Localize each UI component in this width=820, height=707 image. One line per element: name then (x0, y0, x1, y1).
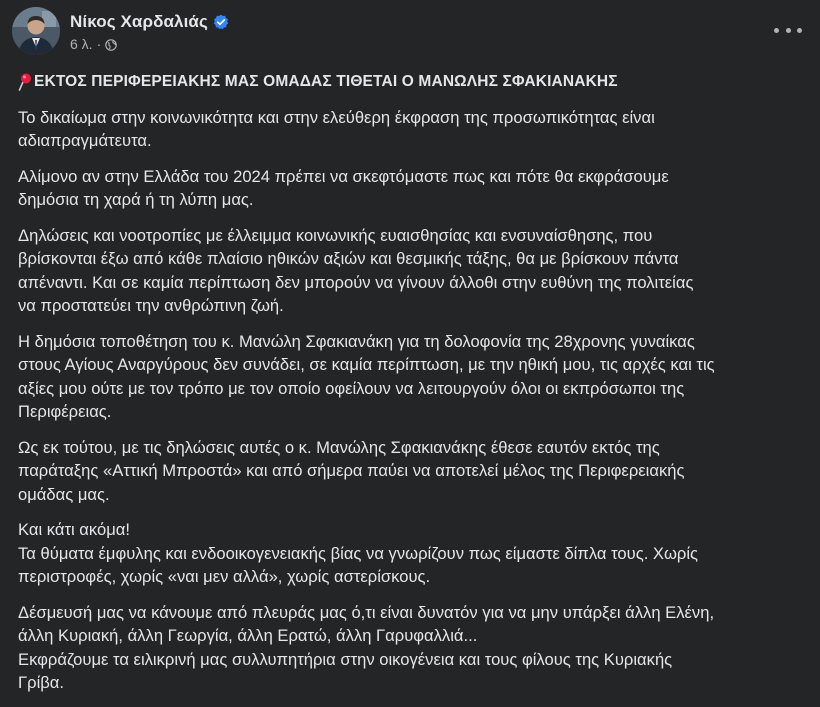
paragraph-line: Και κάτι ακόμα! (18, 520, 130, 539)
paragraph (18, 330, 808, 424)
paragraph-line: στους Αγίους Αναργύρους δεν συνάδει, σε καμία περίπτωση, με την ηθική μου, τις αρχές και τις (18, 355, 715, 374)
paragraph (18, 224, 808, 318)
paragraph-line: δημόσια τη χαρά ή τη λύπη μας. (18, 190, 254, 209)
paragraph-line: αδιαπραγμάτευτα. (18, 131, 152, 150)
avatar[interactable] (12, 7, 60, 55)
paragraph-line: άλλη Κυριακή, άλλη Γεωργία, άλλη Ερατώ, άλλη Γαρυφαλλιά... (18, 626, 478, 645)
paragraph-line: Η δημόσια τοποθέτηση του κ. Μανώλη Σφακιανάκη για τη δολοφονία της 28χρονης γυναίκας (18, 331, 695, 351)
paragraph-line: Δέσμευσή μας να κάνουμε από πλευράς μας ό,τι είναι δυνατόν για να μην υπάρξει άλλη Ελένη, (18, 602, 715, 622)
paragraph-line: Το δικαίωμα στην κοινωνικότητα και στην ελεύθερη έκφραση της προσωπικότητας είναι (18, 107, 655, 127)
author-name[interactable]: Νίκος Χαρδαλιάς (70, 11, 208, 31)
more-dot (797, 28, 802, 33)
paragraph-line: Γρίβα. (18, 673, 65, 692)
paragraph-line: Ως εκ τούτου, με τις δηλώσεις αυτές ο κ. Μανώλης Σφακιανάκης έθεσε εαυτόν εκτός της (18, 437, 660, 457)
meta-separator: · (96, 35, 102, 52)
avatar-image (12, 7, 60, 55)
paragraph-line: αξίες μου ούτε με τον τρόπο με τον οποίο οφείλουν να λειτουργούν όλοι οι εκπρόσωποι της (18, 378, 685, 398)
paragraph-line: Δηλώσεις και νοοτροπίες με έλλειμμα κοινωνικής ευαισθησίας και ενσυναίσθησης, που (18, 225, 653, 245)
paragraph (18, 436, 808, 507)
paragraph (18, 106, 808, 153)
paragraph-line: βρίσκονται έξω από κάθε πλαίσιο ηθικών αξιών και θεσμικής τάξης, θα με βρίσκουν πάντα (18, 249, 679, 268)
verified-badge-icon (213, 14, 229, 30)
globe-icon[interactable] (105, 38, 117, 50)
post-timestamp[interactable]: 6 λ. (70, 35, 93, 52)
paragraph-line: περιστροφές, χωρίς «ναι μεν αλλά», χωρίς αστερίσκους. (18, 567, 431, 586)
paragraph-line: Αλίμονο αν στην Ελλάδα του 2024 πρέπει να σκεφτόμαστε πως και πότε θα εκφράσουμε (18, 166, 669, 186)
post-meta (70, 11, 229, 52)
post-header (12, 7, 229, 55)
post-time-row (70, 36, 229, 52)
more-dot (774, 28, 779, 33)
paragraph (18, 601, 808, 695)
paragraph-line: Τα θύματα έμφυλης και ενδοοικογενειακής βίας να γνωρίζουν πως είμαστε δίπλα τους. Χωρίς (18, 543, 699, 563)
paragraph-line: να προστατεύει την ανθρώπινη ζωή. (18, 296, 284, 315)
more-options-icon[interactable] (774, 20, 802, 40)
headline-text: ΕΚΤΟΣ ΠΕΡΙΦΕΡΕΙΑΚΗΣ ΜΑΣ ΟΜΑΔΑΣ ΤΙΘΕΤΑΙ Ο ΜΑΝΩΛΗΣ ΣΦΑΚΙΑΝΑΚΗΣ (34, 73, 618, 90)
post-headline (18, 70, 808, 94)
round-pushpin-icon (18, 73, 32, 91)
paragraph-line: παράταξης «Αττική Μπροστά» και από σήμερα παύει να αποτελεί μέλος της Περιφερειακής (18, 461, 685, 480)
paragraph-line: Εκφράζουμε τα ειλικρινή μας συλλυπητήρια στην οικογένεια και τους φίλους της Κυριακής (18, 649, 673, 669)
more-dot (786, 28, 791, 33)
paragraph-line: Περιφέρειας. (18, 402, 112, 421)
author-row (70, 11, 229, 33)
paragraph-line: ομάδας μας. (18, 484, 110, 504)
post-body (18, 70, 808, 707)
paragraph (18, 518, 808, 589)
paragraph (18, 165, 808, 212)
paragraph-line: απέναντι. Και σε καμία περίπτωση δεν μπορούν να γίνουν άλλοθι στην ευθύνη της πολιτείας (18, 272, 694, 292)
